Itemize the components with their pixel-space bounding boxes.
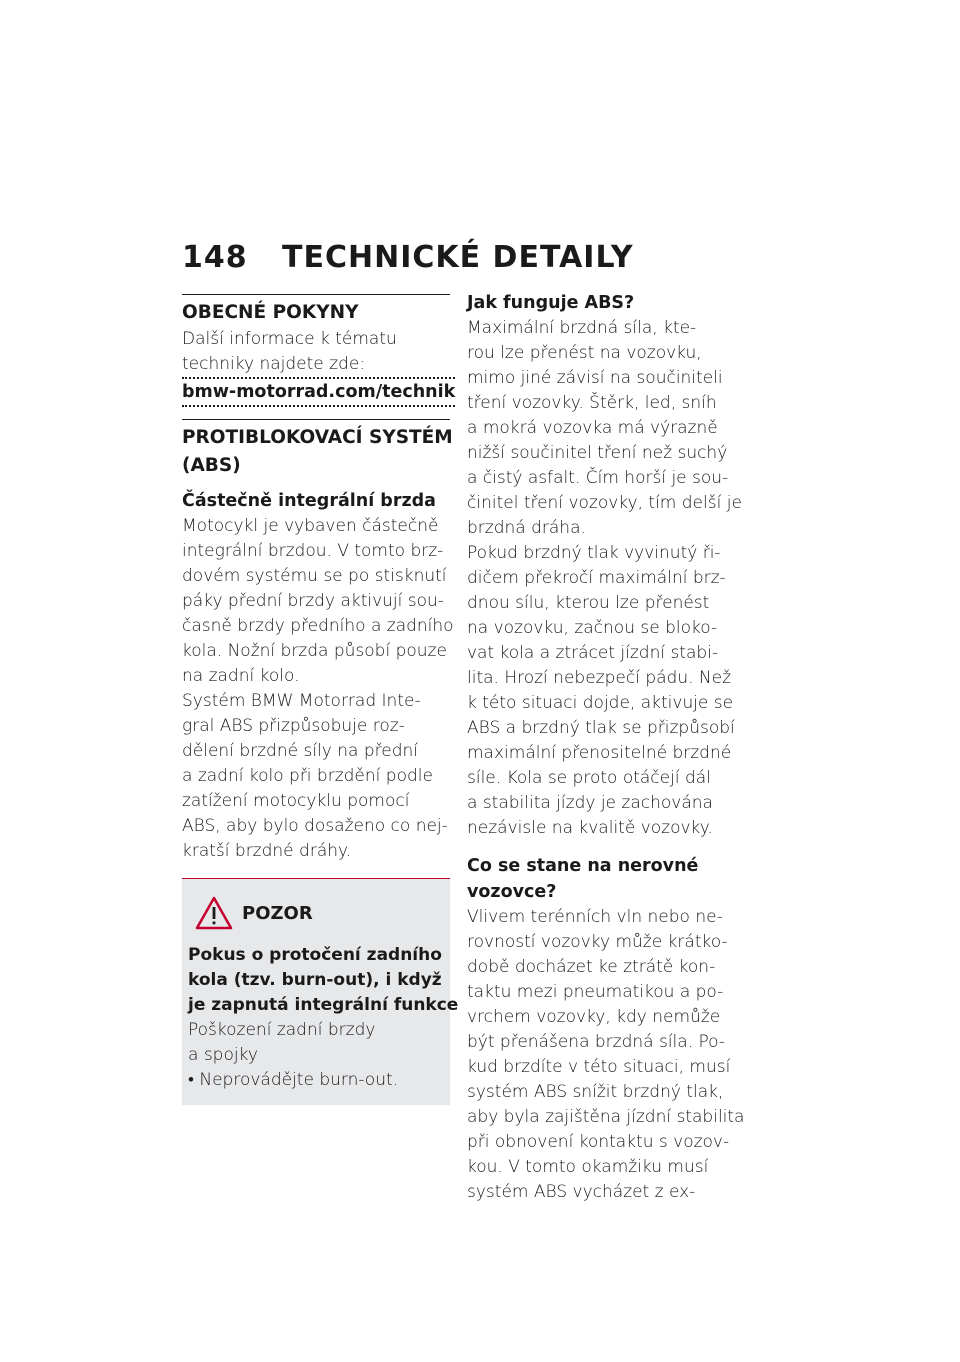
- text-line: dičem překročí maximální brz-: [467, 568, 726, 588]
- title-line: PROTIBLOKOVACÍ SYSTÉM: [182, 427, 453, 448]
- right-column: [467, 290, 745, 1205]
- text-line: síle. Kola se proto otáčejí dál: [467, 768, 711, 788]
- warning-bullet: • Neprovádějte burn-out.: [188, 1070, 399, 1090]
- page-number: 148: [182, 240, 248, 275]
- text-line: nižší součinitel tření než suchý: [467, 443, 728, 463]
- text-line: Další informace k tématu: [182, 329, 397, 349]
- text-line: kud brzdíte v této situaci, musí: [467, 1057, 731, 1077]
- text-line: rou lze přenést na vozovku,: [467, 343, 702, 363]
- text-line: ABS, aby bylo dosaženo co nej-: [182, 816, 448, 836]
- title-line: Co se stane na nerovné: [467, 856, 699, 876]
- text-line: lita. Hrozí nebezpečí pádu. Než: [467, 668, 731, 688]
- warning-body: [188, 1018, 444, 1093]
- text-line: na vozovku, začnou se bloko-: [467, 618, 718, 638]
- text-line: brzdná dráha.: [467, 518, 586, 538]
- text-line: ABS a brzdný tlak se přizpůsobí: [467, 718, 735, 738]
- text-line: Maximální brzdná síla, kte-: [467, 318, 697, 338]
- text-line: dělení brzdné síly na přední: [182, 741, 418, 761]
- warning-bold-text: [188, 943, 459, 1018]
- text-line: kola. Nožní brzda působí pouze: [182, 641, 447, 661]
- text-line: době docházet ke ztrátě kon-: [467, 957, 716, 977]
- left-column: [182, 294, 459, 1105]
- subsection-title-partial: Částečně integrální brzda: [182, 491, 436, 511]
- text-line: rovností vozovky může krátko-: [467, 932, 728, 952]
- section-rule: [182, 294, 450, 295]
- text-line: páky přední brzdy aktivují sou-: [182, 591, 444, 611]
- text-line: a zadní kolo při brzdění podle: [182, 766, 433, 786]
- text-line: Motocykl je vybaven částečně: [182, 516, 439, 536]
- text-line: gral ABS přizpůsobuje roz-: [182, 716, 405, 736]
- text-line: Systém BMW Motorrad Inte-: [182, 691, 421, 711]
- text-line: na zadní kolo.: [182, 666, 300, 686]
- title-line: vozovce?: [467, 882, 557, 902]
- text-line: kola (tzv. burn-out), i když: [188, 970, 442, 990]
- warning-box: [182, 878, 459, 1105]
- partial-body: [182, 514, 454, 689]
- text-line: Poškození zadní brzdy: [188, 1020, 376, 1040]
- text-line: k této situaci dojde, aktivuje se: [467, 693, 734, 713]
- text-line: zatížení motocyklu pomocí: [182, 791, 410, 811]
- text-line: kou. V tomto okamžiku musí: [467, 1157, 709, 1177]
- text-line: aby byla zajištěna jízdní stabilita: [467, 1107, 745, 1127]
- subsection-title-how: Jak funguje ABS?: [467, 293, 635, 313]
- warning-triangle-icon: [194, 895, 234, 931]
- section-rule: [182, 419, 450, 420]
- page-title: TECHNICKÉ DETAILY: [282, 240, 634, 275]
- text-line: dovém systému se po stisknutí: [182, 566, 447, 586]
- text-line: dnou sílu, kterou lze přenést: [467, 593, 710, 613]
- text-line: Pokus o protočení zadního: [188, 945, 442, 965]
- general-body: [182, 327, 450, 377]
- text-line: Vlivem terénních vln nebo ne-: [467, 907, 723, 927]
- text-line: při obnovení kontaktu s vozov-: [467, 1132, 730, 1152]
- text-line: techniky najdete zde:: [182, 354, 366, 374]
- how-body: [467, 316, 742, 541]
- warning-title: POZOR: [242, 902, 313, 924]
- text-line: taktu mezi pneumatikou a po-: [467, 982, 724, 1002]
- page-header: [182, 240, 782, 280]
- text-line: maximální přenositelné brzdné: [467, 743, 732, 763]
- text-line: tření vozovky. Štěrk, led, sníh: [467, 393, 717, 413]
- how-body-2: [467, 541, 742, 841]
- section-title-abs: [182, 424, 453, 480]
- text-line: vat kola a ztrácet jízdní stabi-: [467, 643, 719, 663]
- text-line: a spojky: [188, 1045, 258, 1065]
- text-line: kratší brzdné dráhy.: [182, 841, 352, 861]
- system-body: [182, 689, 450, 864]
- warning-header: [194, 893, 444, 933]
- text-line: systém ABS snížit brzdný tlak,: [467, 1082, 724, 1102]
- subsection-title-uneven: [467, 853, 742, 905]
- text-line: integrální brzdou. V tomto brz-: [182, 541, 444, 561]
- uneven-body: [467, 905, 745, 1205]
- text-line: je zapnutá integrální funkce: [188, 995, 459, 1015]
- title-line: (ABS): [182, 455, 241, 476]
- text-line: systém ABS vycházet z ex-: [467, 1182, 696, 1202]
- text-line: vrchem vozovky, kdy nemůže: [467, 1007, 721, 1027]
- technik-link[interactable]: bmw-motorrad.com/technik: [182, 377, 455, 407]
- text-line: být přenášena brzdná síla. Po-: [467, 1032, 726, 1052]
- text-line: nezávisle na kvalitě vozovky.: [467, 818, 713, 838]
- section-title-general: OBECNÉ POKYNY: [182, 302, 359, 323]
- text-line: časně brzdy předního a zadního: [182, 616, 454, 636]
- text-line: Pokud brzdný tlak vyvinutý ři-: [467, 543, 721, 563]
- text-line: a čistý asfalt. Čím horší je sou-: [467, 468, 729, 488]
- text-line: a mokrá vozovka má výrazně: [467, 418, 718, 438]
- text-line: mimo jiné závisí na součiniteli: [467, 368, 723, 388]
- text-line: činitel tření vozovky, tím delší je: [467, 493, 742, 513]
- text-line: a stabilita jízdy je zachována: [467, 793, 713, 813]
